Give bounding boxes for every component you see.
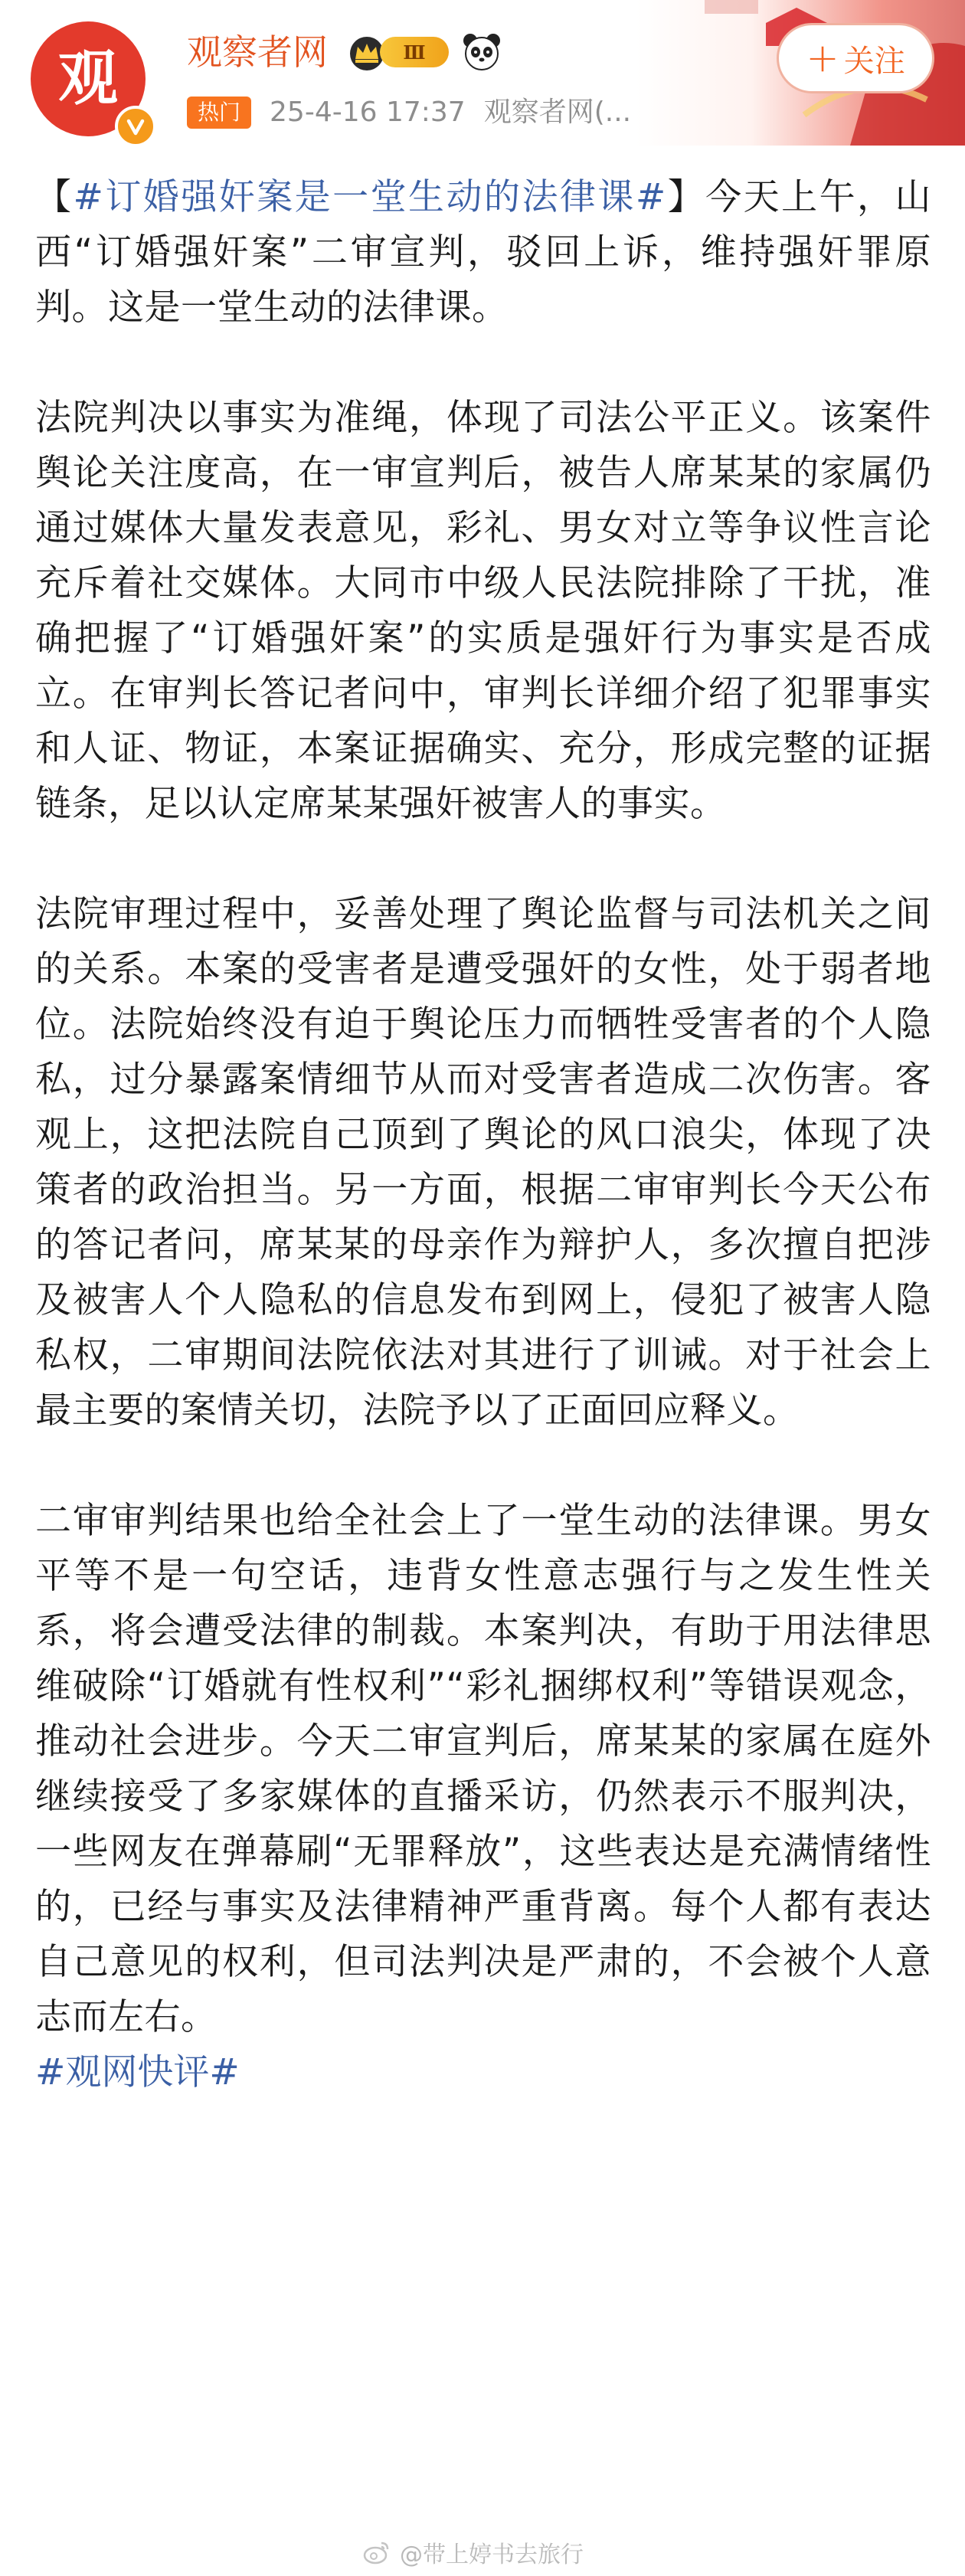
post-paragraph-3: 法院审理过程中，妥善处理了舆论监督与司法机关之间的关系。本案的受害者是遭受强奸的女性，处于弱者地位。法院始终没有迫于舆论压力而牺牲受害者的个人隐私，过分暴露案情细节从而对受害者造成二次伤害。客观上，这把法院自己顶到了舆论的风口浪尖，体现了决策者的政治担当。另一方面，根据二审审判长今天公布的答记者问，席某某的母亲作为辩护人，多次擅自把涉及被害人个人隐私的信息发布到网上，侵犯了被害人隐私权，二审期间法院依法对其进行了训诫。对于社会上最主要的案情关切，法院予以了正面回应释义。: [35, 893, 931, 1432]
paragraph-1-text: 今天上午，山西“订婚强奸案”二审宣判，驳回上诉，维持强奸罪原判。这是一堂生动的法律课。: [35, 176, 932, 329]
topic-link-closing[interactable]: #观网快评#: [35, 2051, 240, 2093]
post-paragraph-2: 法院判决以事实为准绳，体现了司法公平正义。该案件舆论关注度高，在一审宣判后，被告人席某某的家属仍通过媒体大量发表意见，彩礼、男女对立等争议性言论充斥着社交媒体。大同市中级人民法院排除了干扰，准确把握了“订婚强奸案”的实质是强奸行为事实是否成立。在审判长答记者问中，审判长详细介绍了犯罪事实和人证、物证，本案证据确实、充分，形成完整的证据链条，足以认定席某某强奸被害人的事实。: [35, 397, 931, 825]
follow-label: 关注: [843, 43, 905, 79]
post-paragraph-1: [35, 170, 931, 336]
weibo-icon: [361, 2537, 392, 2568]
avatar-logo-text: 观: [57, 44, 118, 113]
watermark-text: @带上婷书去旅行: [400, 2542, 584, 2568]
member-level-badge: Ⅲ: [380, 37, 449, 67]
member-badge[interactable]: [345, 33, 449, 71]
post-body: [35, 170, 931, 2100]
post-timestamp: 25-4-16 17:37: [270, 97, 466, 128]
post-paragraph-4: 二审审判结果也给全社会上了一堂生动的法律课。男女平等不是一句空话，违背女性意志强行与之发生性关系，将会遭受法律的制裁。本案判决，有助于用法律思维破除“订婚就有性权利”“彩礼捆绑权利”等错误观念，推动社会进步。今天二审宣判后，席某某的家属在庭外继续接受了多家媒体的直播采访，仍然表示不服判决，一些网友在弹幕刷“无罪释放”，这些表达是充满情绪性的，已经与事实及法律精神严重背离。每个人都有表达自己意见的权利，但司法判决是严肃的，不会被个人意志而左右。: [35, 1500, 931, 2038]
topic-link-main[interactable]: #订婚强奸案是一堂生动的法律课#: [73, 176, 666, 218]
author-name-row: [187, 28, 502, 77]
panda-icon: [461, 31, 502, 73]
bracket-open: 【: [35, 176, 74, 218]
post-source: 观察者网(...: [483, 97, 632, 128]
verified-icon: [115, 106, 156, 147]
hot-tag[interactable]: 热门: [187, 97, 251, 129]
watermark: [361, 2534, 584, 2571]
post-header: [0, 0, 965, 153]
bracket-close: 】: [666, 176, 706, 218]
author-name[interactable]: 观察者网: [187, 31, 328, 73]
post-meta-row: [187, 93, 631, 132]
follow-button[interactable]: [777, 23, 934, 93]
plus-icon: +: [806, 35, 839, 81]
